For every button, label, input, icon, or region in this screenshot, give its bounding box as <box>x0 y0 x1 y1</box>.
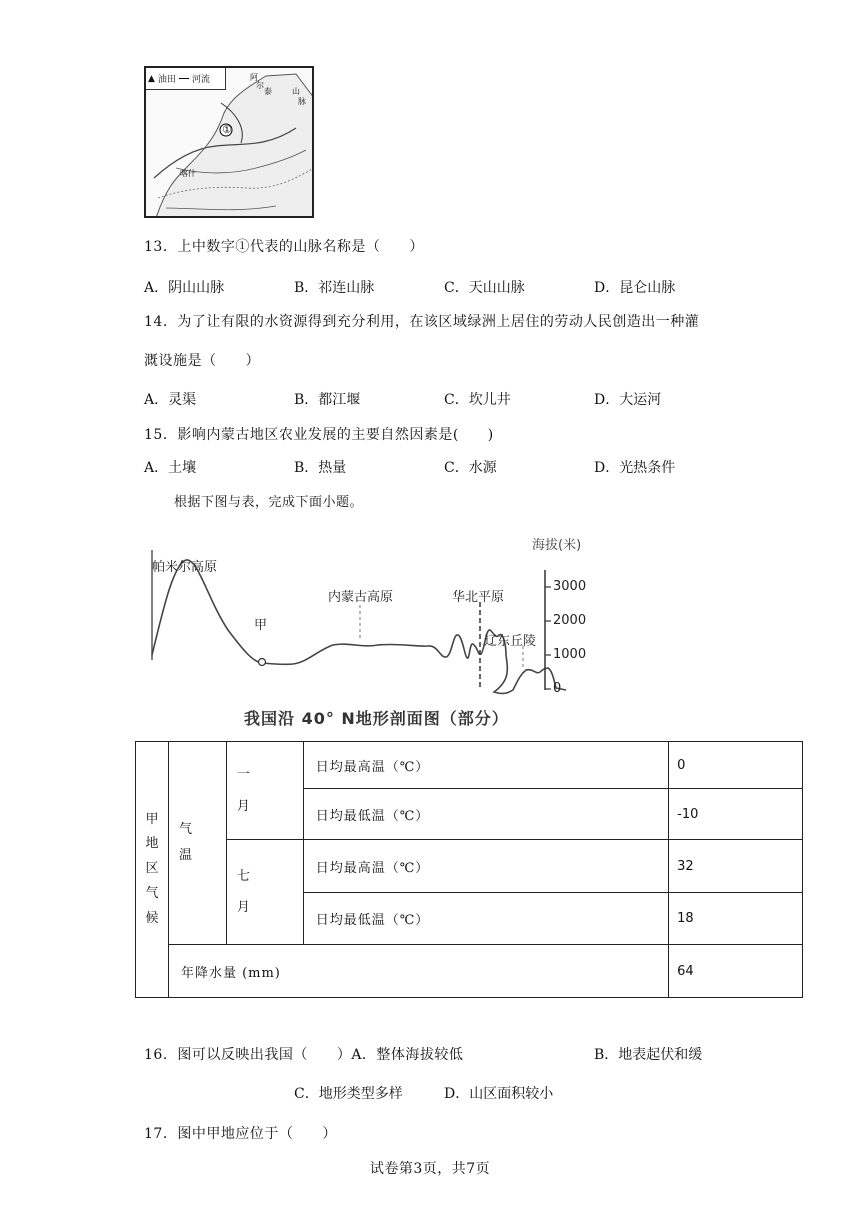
q14-option-b[interactable]: B．都江堰 <box>294 392 361 408</box>
q14-stem-line1: 14．为了让有限的水资源得到充分利用，在该区域绿洲上居住的劳动人民创造出一种灌 <box>144 314 700 330</box>
q16-option-c[interactable]: C．地形类型多样 <box>294 1086 403 1102</box>
q17-stem: 17．图中甲地应位于（ ） <box>144 1126 337 1142</box>
q15-option-b[interactable]: B．热量 <box>294 460 347 476</box>
tick-0: 0 <box>553 681 562 696</box>
q15-option-a[interactable]: A．土壤 <box>144 460 197 476</box>
row-label: 日均最低温（℃） <box>303 893 668 945</box>
label-jia: 甲 <box>254 618 268 633</box>
january-header: 一 月 <box>226 742 303 840</box>
q15-option-d[interactable]: D．光热条件 <box>594 460 676 476</box>
map-drawing <box>146 68 314 218</box>
row-value: -10 <box>669 789 803 840</box>
tick-3000: 3000 <box>553 579 587 594</box>
row-label: 日均最高温（℃） <box>303 742 668 789</box>
map-label-shan: 山 <box>292 87 300 96</box>
label-pamir: 帕米尔高原 <box>152 560 218 575</box>
label-north-china: 华北平原 <box>452 590 505 605</box>
map-label-a: 阿 <box>250 73 258 82</box>
precipitation-label: 年降水量 (mm) <box>168 945 668 998</box>
q15-option-c[interactable]: C．水源 <box>444 460 497 476</box>
q14-option-c[interactable]: C．坎儿井 <box>444 392 511 408</box>
legend-oil-label: 油田 <box>157 75 176 85</box>
precipitation-value: 64 <box>669 945 803 998</box>
q14-option-d[interactable]: D．大运河 <box>594 392 662 408</box>
map-label-tai: 泰 <box>264 87 272 96</box>
map-label-kashgar: 喀什 <box>180 169 196 178</box>
profile-caption: 我国沿 40° N地形剖面图（部分） <box>244 709 509 728</box>
q16-stem: 16．图可以反映出我国（ ）A．整体海拔较低 <box>144 1047 464 1063</box>
map-label-mai: 脉 <box>298 97 306 106</box>
legend-river-label: 河流 <box>191 75 210 85</box>
q14-stem-line2: 溉设施是（ ） <box>144 353 260 369</box>
row-value: 32 <box>669 840 803 893</box>
tick-1000: 1000 <box>553 647 587 662</box>
q14-option-a[interactable]: A．灵渠 <box>144 392 197 408</box>
row-value: 0 <box>669 742 803 789</box>
q16-option-d[interactable]: D．山区面积较小 <box>444 1086 554 1102</box>
q15-stem: 15．影响内蒙古地区农业发展的主要自然因素是( ) <box>144 427 494 443</box>
temperature-header: 气 温 <box>168 742 226 945</box>
label-liaodong: 辽东丘陵 <box>484 634 537 649</box>
label-inner-mongolia: 内蒙古高原 <box>328 590 394 605</box>
map-legend <box>146 68 226 90</box>
row-value: 18 <box>669 893 803 945</box>
july-header: 七 月 <box>226 840 303 945</box>
q13-option-c[interactable]: C．天山山脉 <box>444 280 525 296</box>
q13-stem: 13．上中数字①代表的山脉名称是（ ） <box>144 239 424 255</box>
xinjiang-map <box>144 66 314 218</box>
page-footer: 试卷第3页，共7页 <box>369 1161 491 1177</box>
row-label: 日均最低温（℃） <box>303 789 668 840</box>
region-header: 甲 地 区 气 候 <box>136 742 169 998</box>
q13-option-b[interactable]: B．祁连山脉 <box>294 280 375 296</box>
river-icon <box>179 78 189 79</box>
q16-option-b[interactable]: B．地表起伏和缓 <box>594 1047 703 1063</box>
section-instruction: 根据下图与表，完成下面小题。 <box>174 495 364 510</box>
tick-2000: 2000 <box>553 613 587 628</box>
terrain-profile <box>148 530 608 730</box>
q13-option-d[interactable]: D．昆仑山脉 <box>594 280 676 296</box>
climate-table <box>135 741 803 998</box>
map-label-er: 尔 <box>256 81 264 90</box>
axis-ylabel: 海拔(米) <box>532 538 582 553</box>
map-marker-1: ① <box>222 123 232 136</box>
row-label: 日均最高温（℃） <box>303 840 668 893</box>
oil-field-icon: ▲ <box>148 73 155 84</box>
q13-option-a[interactable]: A．阴山山脉 <box>144 280 225 296</box>
